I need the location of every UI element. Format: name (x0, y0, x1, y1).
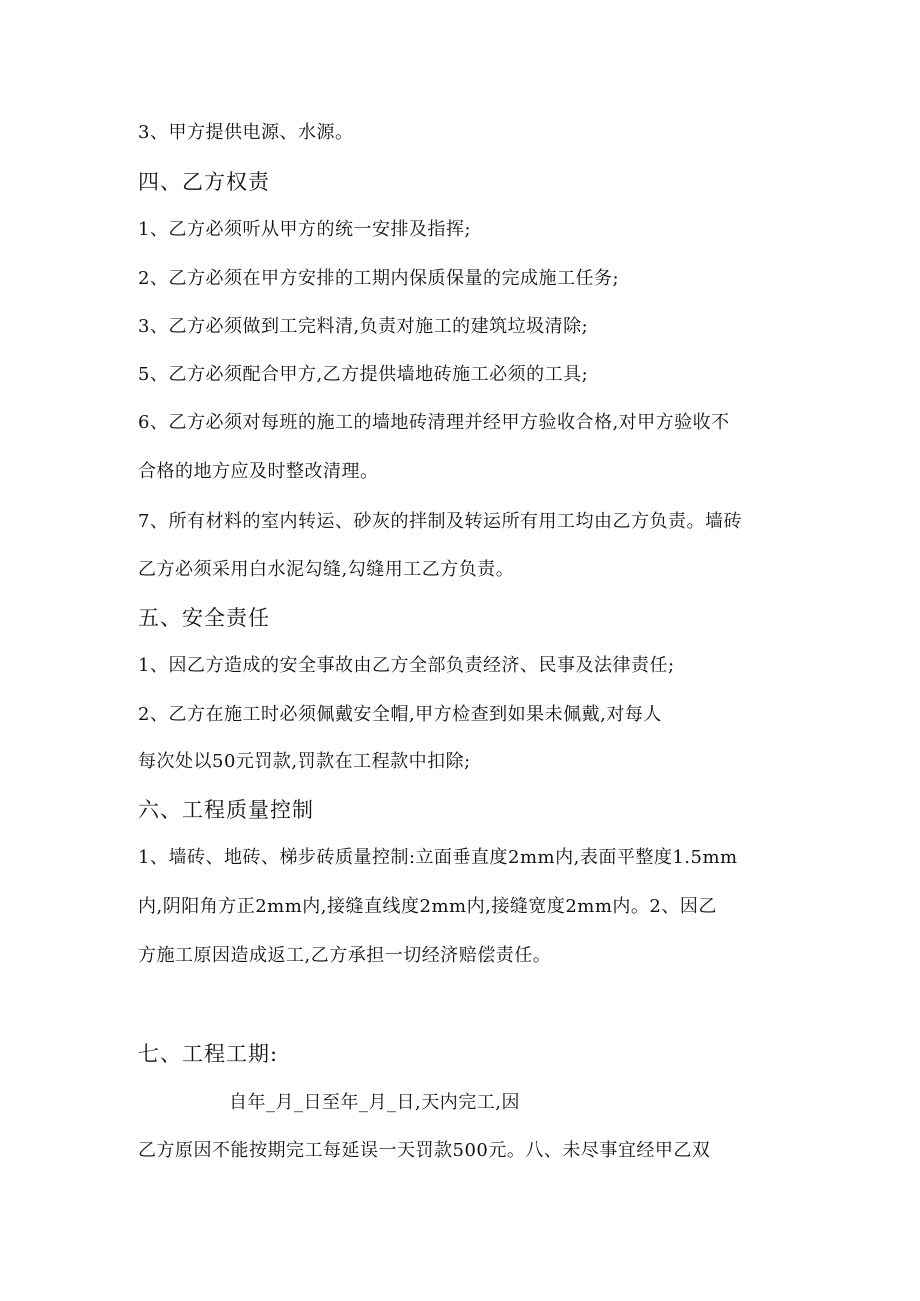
section-heading: 五、安全责任 (138, 606, 270, 630)
clause-text: 内,阴阳角方正2mm内,接缝直线度2mm内,接缝宽度2mm内。2、因乙 (138, 896, 717, 917)
term-text: 自年_月_日至年_月_日,天内完工,因 (229, 1092, 520, 1113)
clause-text: 每次处以50元罚款,罚款在工程款中扣除; (138, 751, 471, 772)
clause-text: 3、乙方必须做到工完料清,负责对施工的建筑垃圾清除; (138, 316, 589, 337)
clause-text: 合格的地方应及时整改清理。 (138, 461, 379, 482)
clause-text: 2、乙方必须在甲方安排的工期内保质保量的完成施工任务; (138, 268, 620, 289)
clause-text: 6、乙方必须对每班的施工的墙地砖清理并经甲方验收合格,对甲方验收不 (138, 412, 730, 433)
clause-text: 1、墙砖、地砖、梯步砖质量控制:立面垂直度2mm内,表面平整度1.5mm (138, 847, 738, 868)
section-heading: 六、工程质量控制 (138, 798, 314, 822)
clause-text: 乙方必须采用白水泥勾缝,勾缝用工乙方负责。 (138, 559, 515, 580)
clause-text: 5、乙方必须配合甲方,乙方提供墙地砖施工必须的工具; (138, 364, 589, 385)
clause-text: 2、乙方在施工时必须佩戴安全帽,甲方检查到如果未佩戴,对每人 (138, 704, 662, 725)
section-heading: 七、工程工期: (138, 1042, 279, 1066)
clause-text: 乙方原因不能按期完工每延误一天罚款500元。八、未尽事宜经甲乙双 (138, 1140, 711, 1161)
clause-text: 3、甲方提供电源、水源。 (138, 122, 354, 143)
section-heading: 四、乙方权责 (138, 170, 270, 194)
clause-text: 方施工原因造成返工,乙方承担一切经济赔偿责任。 (138, 945, 552, 966)
clause-text: 1、因乙方造成的安全事故由乙方全部负责经济、民事及法律责任; (138, 655, 675, 676)
clause-text: 1、乙方必须听从甲方的统一安排及指挥; (138, 219, 472, 240)
clause-text: 7、所有材料的室内转运、砂灰的拌制及转运所有用工均由乙方负责。墙砖 (138, 511, 742, 532)
